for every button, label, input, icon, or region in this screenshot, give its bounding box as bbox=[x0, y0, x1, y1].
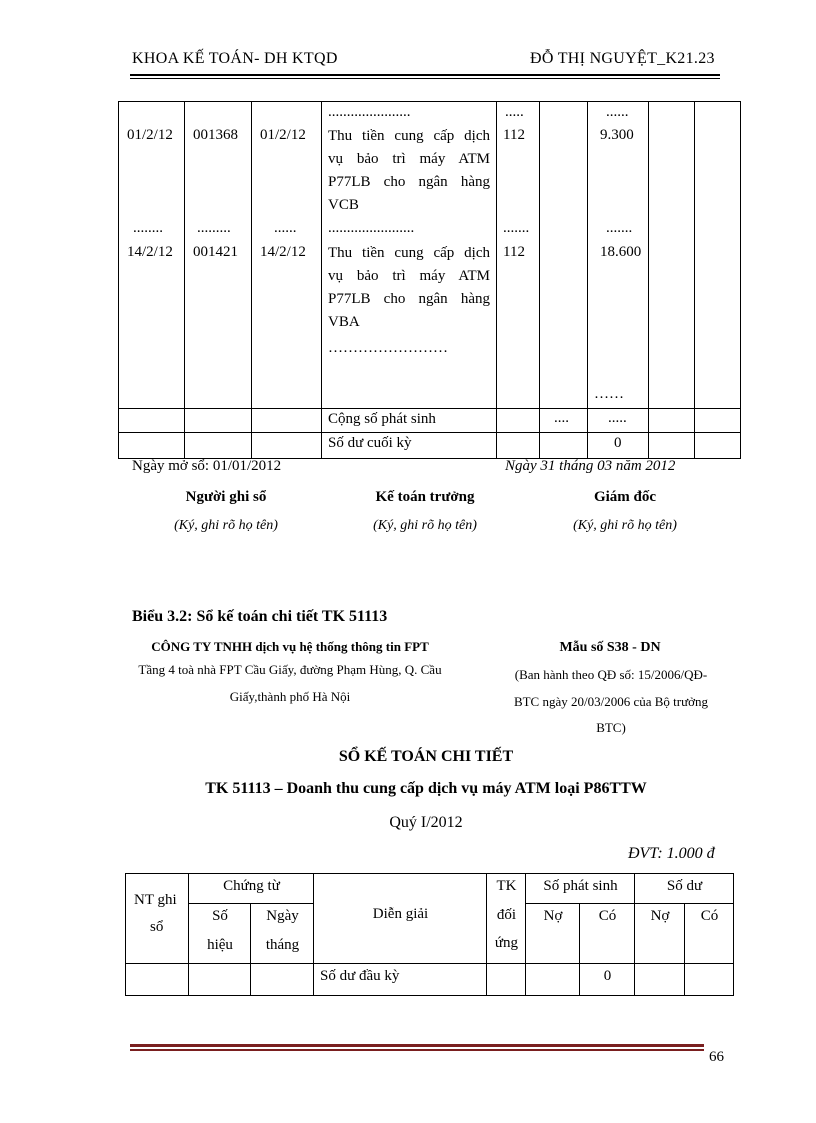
signer-1-note: (Ký, ghi rõ họ tên) bbox=[174, 518, 278, 533]
col-number bbox=[185, 102, 252, 409]
section-title: Biểu 3.2: Sổ kế toán chi tiết TK 51113 bbox=[132, 608, 388, 625]
opening-credit: 0 bbox=[603, 968, 612, 984]
row2-date1: 14/2/12 bbox=[127, 244, 173, 260]
row2-account: 112 bbox=[503, 244, 525, 260]
row2-number: 001421 bbox=[193, 244, 238, 260]
row1-date2: 01/2/12 bbox=[260, 127, 306, 143]
col-balance-debit bbox=[649, 102, 695, 409]
row1-desc-line3: P77LB cho ngân hàng bbox=[328, 174, 490, 190]
col-debit bbox=[540, 102, 588, 409]
row2-desc-line2: vụ bảo trì máy ATM bbox=[328, 268, 490, 284]
hdr-tk-1: TK bbox=[496, 878, 517, 894]
row2-date2: 14/2/12 bbox=[260, 244, 306, 260]
dots-desc-mid: ....................... bbox=[328, 220, 415, 236]
header-rule-thin bbox=[130, 78, 720, 79]
ledger-period: Quý I/2012 bbox=[389, 814, 463, 831]
row1-desc-line1: Thu tiền cung cấp dịch bbox=[328, 128, 490, 144]
total-row bbox=[119, 409, 741, 433]
dots-account-top: ..... bbox=[505, 104, 524, 120]
signer-2-title: Kế toán trưởng bbox=[375, 489, 475, 505]
dots-date2-mid: ...... bbox=[274, 220, 297, 236]
header-left: KHOA KẾ TOÁN- DH KTQD bbox=[132, 50, 338, 67]
dots-amount-bottom: …… bbox=[594, 386, 624, 402]
hdr-chung-tu: Chứng từ bbox=[223, 878, 280, 894]
hdr-du-co: Có bbox=[700, 908, 719, 924]
row2-desc-line3: P77LB cho ngân hàng bbox=[328, 291, 490, 307]
col-credit bbox=[588, 102, 649, 409]
col-account bbox=[497, 102, 540, 409]
row2-desc-line1: Thu tiền cung cấp dịch bbox=[328, 245, 490, 261]
hdr-nt-ghi-so-2: sổ bbox=[150, 919, 164, 935]
signer-3-note: (Ký, ghi rõ họ tên) bbox=[573, 518, 677, 533]
company-address-2: Giấy,thành phố Hà Nội bbox=[229, 689, 351, 704]
form-code: Mẫu số S38 - DN bbox=[559, 640, 661, 655]
hdr-tk-2: đối bbox=[496, 907, 517, 923]
header-rule-thick bbox=[130, 74, 720, 76]
col-balance-credit bbox=[695, 102, 741, 409]
dots-number-mid: ......... bbox=[197, 220, 231, 236]
hdr-tk-3: ứng bbox=[494, 935, 519, 951]
dots-desc-top: ...................... bbox=[328, 104, 411, 120]
form-issued-2: BTC ngày 20/03/2006 của Bộ trưởng bbox=[513, 694, 709, 709]
row1-account: 112 bbox=[503, 127, 525, 143]
ledger-bottom-table bbox=[125, 873, 734, 996]
hdr-so-du: Số dư bbox=[666, 878, 703, 894]
hdr-dien-giai: Diễn giải bbox=[372, 906, 429, 922]
closing-row bbox=[119, 433, 741, 459]
hdr-so-hieu-2: hiệu bbox=[207, 937, 233, 953]
dots-account-mid: ....... bbox=[503, 220, 530, 236]
row1-date1: 01/2/12 bbox=[127, 127, 173, 143]
row2-desc-line4: VBA bbox=[328, 314, 360, 330]
opening-row bbox=[126, 964, 734, 996]
row1-desc-line4: VCB bbox=[328, 197, 359, 213]
hdr-du-no: Nợ bbox=[650, 908, 670, 924]
company-name: CÔNG TY TNHH dịch vụ hệ thống thông tin FPT bbox=[151, 639, 429, 654]
closing-label: Số dư cuối kỳ bbox=[328, 435, 412, 451]
opening-label: Số dư đầu kỳ bbox=[320, 968, 400, 984]
hdr-ngay-thang-1: Ngày bbox=[266, 908, 299, 924]
header-right: ĐỖ THỊ NGUYỆT_K21.23 bbox=[530, 50, 715, 67]
row2-amount: 18.600 bbox=[600, 244, 642, 260]
hdr-psinh-co: Có bbox=[598, 908, 617, 924]
col-description bbox=[322, 102, 497, 409]
row1-amount: 9.300 bbox=[600, 127, 634, 143]
total-label: Cộng số phát sinh bbox=[328, 411, 436, 427]
header-row-1 bbox=[126, 874, 734, 904]
ledger-subtitle: TK 51113 – Doanh thu cung cấp dịch vụ máy ATM loại P86TTW bbox=[205, 780, 647, 797]
sign-date: Ngày 31 tháng 03 năm 2012 bbox=[505, 458, 676, 474]
ledger-unit: ĐVT: 1.000 đ bbox=[628, 845, 715, 862]
open-date: Ngày mở sổ: 01/01/2012 bbox=[132, 458, 282, 474]
hdr-nt-ghi-so-1: NT ghi bbox=[134, 892, 177, 908]
col-date2 bbox=[252, 102, 322, 409]
page-number: 66 bbox=[709, 1049, 724, 1065]
ledger-title: SỔ KẾ TOÁN CHI TIẾT bbox=[338, 748, 514, 765]
form-issued-1: (Ban hành theo QĐ số: 15/2006/QĐ- bbox=[514, 667, 708, 682]
dots-desc-bottom: …………………… bbox=[328, 340, 448, 356]
signer-1-title: Người ghi sổ bbox=[185, 489, 267, 505]
dots-date1-mid: ........ bbox=[133, 220, 163, 236]
hdr-so-phat-sinh: Số phát sinh bbox=[543, 878, 618, 894]
footer-rule-thick bbox=[130, 1044, 704, 1047]
dots-amount-top: ...... bbox=[606, 104, 629, 120]
signer-2-note: (Ký, ghi rõ họ tên) bbox=[373, 518, 477, 533]
row1-number: 001368 bbox=[193, 127, 238, 143]
signer-3-title: Giám đốc bbox=[593, 489, 657, 505]
dots-amount-mid: ....... bbox=[606, 220, 633, 236]
closing-credit: 0 bbox=[614, 435, 622, 451]
total-debit: .... bbox=[554, 410, 569, 426]
row1-desc-line2: vụ bảo trì máy ATM bbox=[328, 151, 490, 167]
col-date1 bbox=[119, 102, 185, 409]
form-issued-3: BTC) bbox=[596, 720, 626, 735]
ledger-top-body-row bbox=[119, 102, 741, 409]
company-address-1: Tầng 4 toà nhà FPT Cầu Giấy, đường Phạm Hùng, Q. Cầu bbox=[138, 662, 442, 677]
footer-rule-thin bbox=[130, 1049, 704, 1051]
total-credit: ..... bbox=[608, 410, 627, 426]
hdr-psinh-no: Nợ bbox=[543, 908, 563, 924]
hdr-ngay-thang-2: tháng bbox=[265, 937, 300, 953]
hdr-so-hieu-1: Số bbox=[212, 908, 228, 924]
ledger-top-table bbox=[118, 101, 741, 459]
